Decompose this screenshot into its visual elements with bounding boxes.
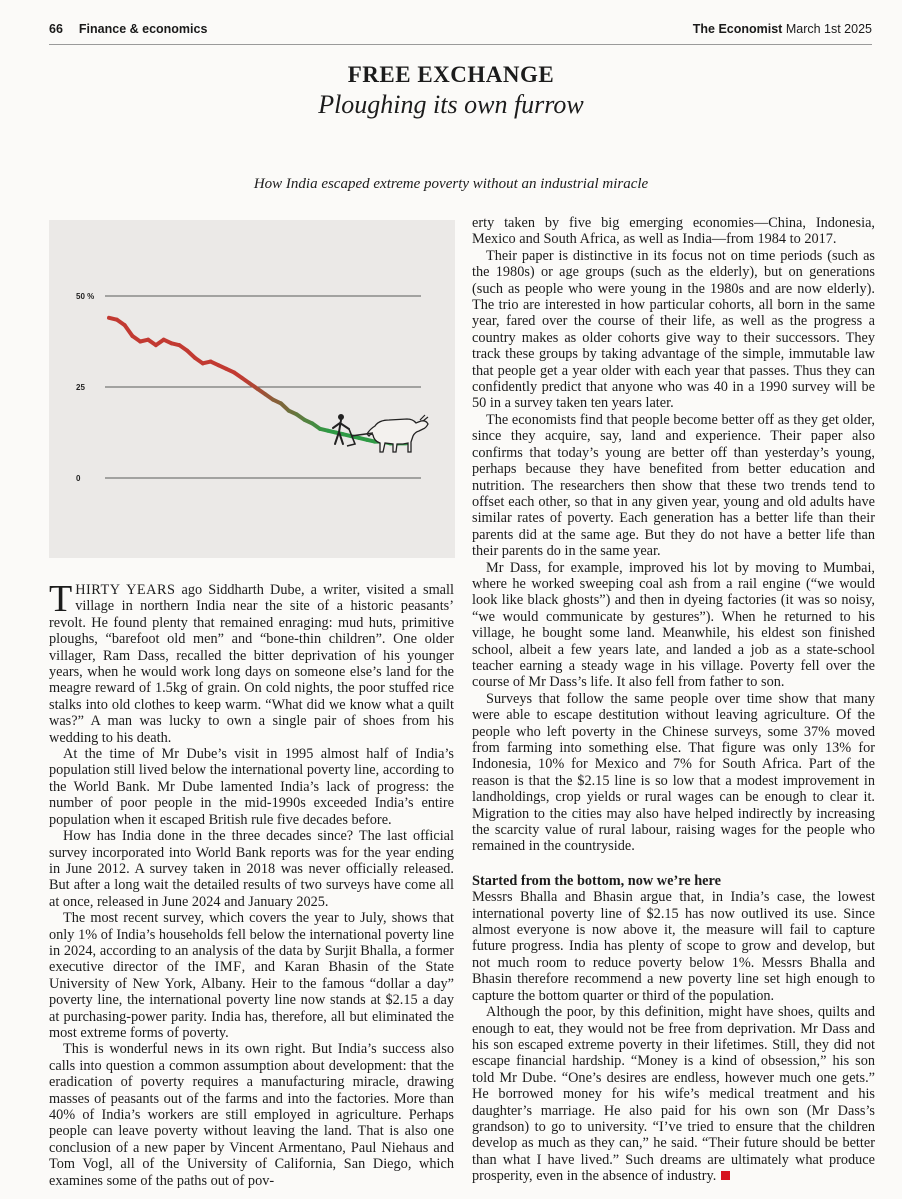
paragraph-6: erty taken by five big emerging economies—China, Indonesia, Mexico and South Africa, as well as India—from 1984 to 2017. [472,215,875,248]
chart-y-ticks [76,292,94,483]
paragraph-4 [49,910,454,1041]
poverty-chart [49,220,455,558]
header-right [693,22,872,36]
subheading: Started from the bottom, now we’re here [472,872,721,889]
chart-series-line [109,318,406,444]
paragraph-11: Messrs Bhalla and Bhasin argue that, in India’s case, the lowest international poverty line of $2.15 has now outlived its use. Since almost everyone is now above it, the measure will fail to capture future progress. India has plenty of scope to grow and develop, but not much room to reduce poverty below 1%. Messrs Bhalla and Bhasin therefore recommend a new poverty line set high enough to capture the bottom quarter or third of the population. [472,889,875,1004]
column-title: FREE EXCHANGE [347,62,555,87]
running-header [49,20,872,42]
article-headline: Ploughing its own furrow [318,90,584,119]
publication-name: The Economist [692,22,783,36]
article-column-right [472,215,875,1185]
paragraph-1 [49,578,454,746]
paragraph-7: Their paper is distinctive in its focus not on time periods (such as the 1980s) or age groups (such as the elderly), but on generations (such as people who were young in the 1980s and are now elderly). The trio are interested in how particular cohorts, all born in the same year, fared over the course of their life, as well as the progress a country makes as older cohorts give way to their successors. They track these groups by taking advantage of the simple, immutable law that people get a year older with each year that passes. Thus they can confidently predict that anyone who was 40 in a 1990 survey will be 50 in a survey taken ten years later. [472,247,875,412]
paragraph-2: At the time of Mr Dube’s visit in 1995 almost half of India’s population still lived below the international poverty line, according to the World Bank. Mr Dube lamented India’s lack of progress: the number of poor people in the mid-1990s exceeded India’s entire population when it escaped British rule five decades before. [49,746,454,828]
paragraph-10: Surveys that follow the same people over time show that many were able to escape destitution without leaving agriculture. Of the people who left poverty in the Chinese surveys, some 37% moved from farming into something else. That figure was only 13% for Indonesia, 10% for Mexico and 7% for South Africa. Part of the reason is that the $2.15 line is so low that a modest improvement in landholdings, crop yields or rural wages can be enough to clear it. Migration to the cities may also have helped indirectly by increasing the scarcity value of rural labour, raising wages for the people who remained in the countryside. [472,690,875,855]
drop-cap: T [49,578,73,620]
paragraph-4-text-b: , and Karan Bhasin of the State University of New York, Albany. Heir to the famous “dollar a day” poverty line, the international poverty line now stands at $2.15 a day at purchasing-power parity. India has, therefore, all but eliminated the most extreme forms of poverty. [49,959,454,1041]
paragraph-5: This is wonderful news in its own right. But India’s success also calls into question a common assumption about development: that the eradication of poverty requires a manufacturing miracle, drawing masses of peasants out of the farms and into the factories. More than 40% of India’s workers are still employed in agriculture. Perhaps people can leave poverty without leaving the land. That is also one conclusion of a new paper by Vincent Armentano, Paul Niehaus and Tom Vogl, all of the University of California, San Diego, which examines some of the paths out of pov- [49,1041,454,1189]
section-name: Finance & economics [78,22,208,36]
paragraph-3: How has India done in the three decades since? The last official survey incorporated into World Bank reports was for the year ending in June 2012. A survey taken in 2018 was never officially released. But after a long wait the detailed results of two surveys have come all at once, released in June 2024 and January 2025. [49,828,454,910]
series-segment [125,325,133,336]
paragraph-1-text: ago Siddharth Dube, a writer, visited a small village in northern India near the site of a historic peasants’ revolt. He found plenty that remained enraging: mud huts, primitive ploughs, “barefoot old men” and “bone-thin children”. One older villager, Ram Dass, recalled the bitter deprivation of his younger years, when he would work long days on someone else’s land for the meagre reward of 1.5kg of grain. On cold nights, the poor stuffed rice stalks into old clothes to keep warm. “What did we know what a quilt was?” A man was lucky to own a single pair of shoes from his wedding to his death. [49,582,454,746]
lead-smallcaps: HIRTY YEARS [75,582,176,598]
article-rubric: How India escaped extreme poverty without an industrial miracle [253,176,649,192]
paragraph-8: The economists find that people become better off as they get older, since they acquire, say, land and experience. Their paper also confirms that today’s young are better off than yesterday’s young, perhaps because they have benefited from better education and nutrition. The researchers then show that these two trends tend to offset each other, so that in any given year, young and old adults have similar rates of poverty. Each generation has a better life than their parents did at the same age. But they do not have a better life than their parents do in the same year. [472,411,875,560]
imf-abbrev: IMF [214,959,242,976]
y-tick-label: 0 [76,474,81,483]
header-rule [49,44,872,45]
end-mark-icon [721,1171,730,1180]
paragraph-9: Mr Dass, for example, improved his lot by moving to Mumbai, where he worked sweeping coal ash from a rail engine (“we would look like black ghosts”) and then in dyeing factories (it was so noisy, “we would communicate by gestures”). When he returned to his village, he bought some land. Meanwhile, his eldest son finished school, albeit a few years late, and landed a job as a state-school teacher earning a steady wage in his village. Poverty fell over the course of Mr Dass’s life. It also fell from father to son. [472,559,875,691]
page-number: 66 [49,22,63,36]
paragraph-4-text-a: The most recent survey, which covers the year to July, shows that only 1% of India’s households fell below the international poverty line in 2024, according to an analysis of the data by Surjit Bhalla, a former executive director of the [49,910,454,976]
paragraph-12 [472,1004,875,1184]
header-left [49,22,223,36]
y-tick-label: 50 % [76,292,95,301]
article-column-left [49,578,454,1189]
paragraph-12-text: Although the poor, by this definition, might have shoes, quilts and enough to eat, they would not be free from deprivation. Mr Dass and his son escaped extreme poverty in their lifetimes. Still, they did not escape financial hardship. “Money is a kind of obsession,” his son told Mr Dube. “One’s desires are endless, however much one gets.” He borrowed money for his wife’s medical treatment and his daughter’s marriage. He also paid for his own son (Mr Dass’s grandson) to go to university. “I’ve tried to ensure that the children develop as much as they can,” he said. “Their future should be better than what I have lived.” Such dreams are ultimately what produce prosperity, even in the absence of industry. [472,1004,875,1185]
chart-svg [49,220,455,558]
ploughman-with-ox-illustration [333,414,428,452]
chart-gridlines [105,296,421,478]
issue-date: March 1st 2025 [785,22,872,36]
y-tick-label: 25 [76,383,85,392]
